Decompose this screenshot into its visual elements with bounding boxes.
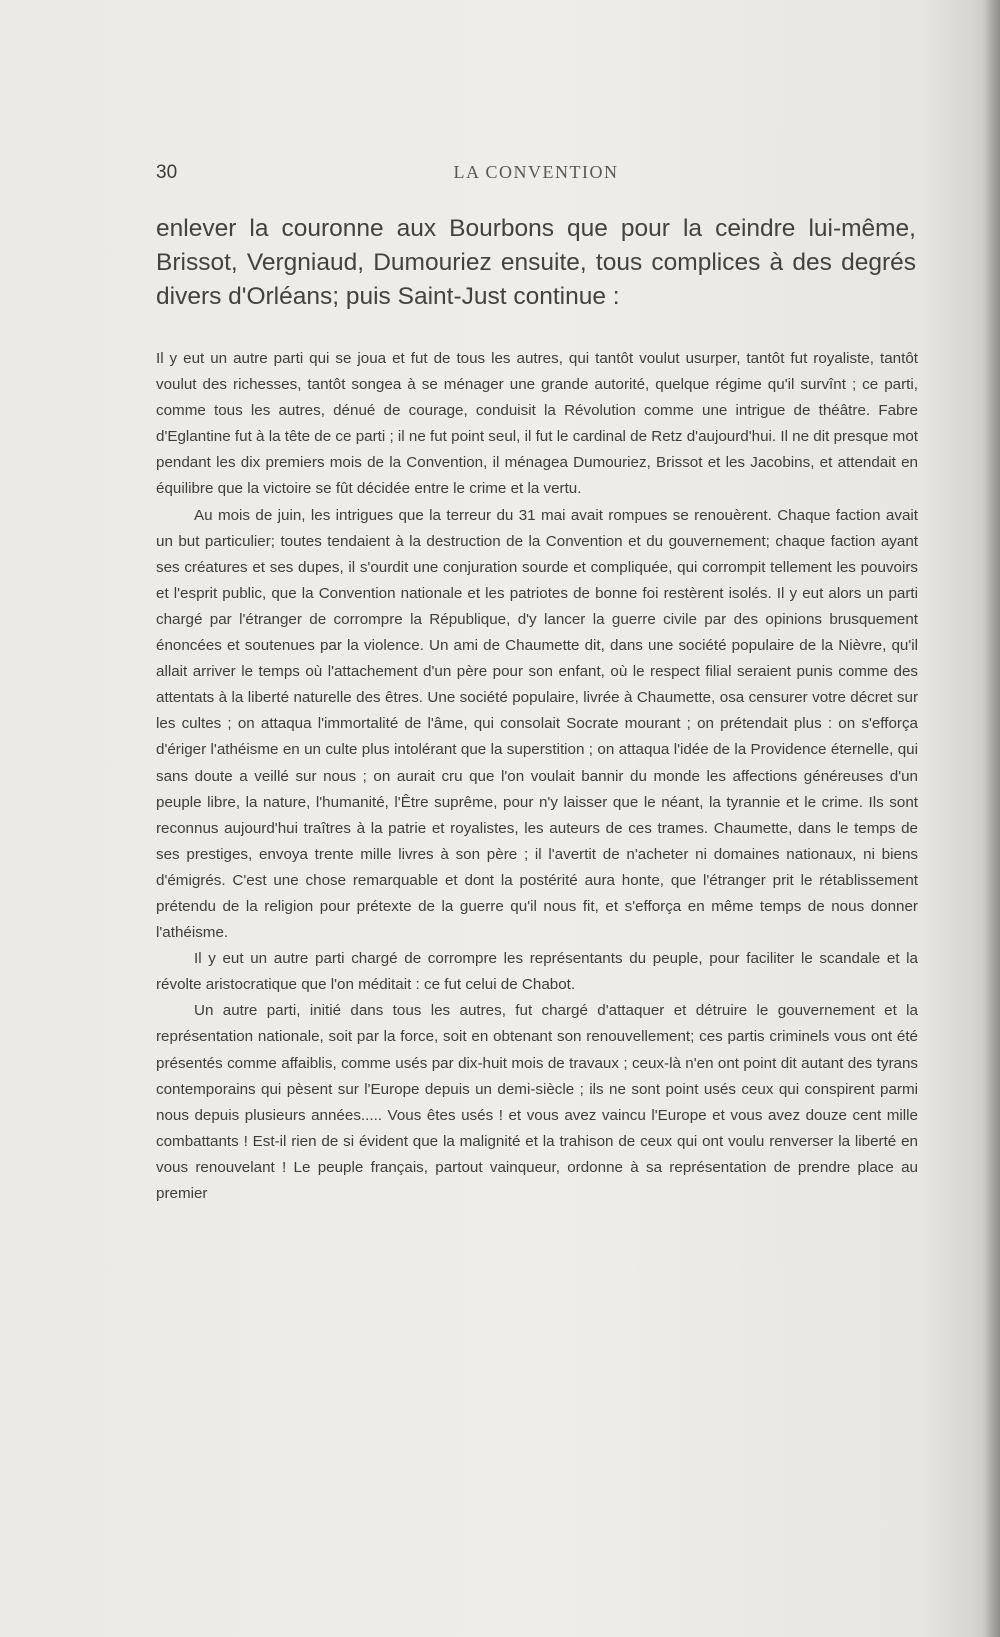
quote-paragraph: Il y eut un autre parti qui se joua et fut de tous les autres, qui tantôt voulut usurper, tantôt fut royaliste, tantôt voulut des richesses, tantôt songea à se ménager une grande autorité, quelque régime qu'il survînt ; ce parti, comme tous les autres, dénué de courage, conduisit la Révolution comme une intrigue de théâtre. Fabre d'Eglantine fut à la tête de ce parti ; il ne fut point seul, il fut le cardinal de Retz d'aujourd'hui. Il ne dit presque mot pendant les dix premiers mois de la Convention, il ménagea Dumouriez, Brissot et les Jacobins, et attendait en équilibre que la victoire se fût décidée entre le crime et la vertu. bbox=[156, 350, 918, 498]
page-gutter-shadow bbox=[982, 0, 1000, 1637]
page-number: 30 bbox=[156, 162, 178, 183]
page-header bbox=[156, 162, 916, 192]
quoted-speech bbox=[156, 346, 918, 1207]
quote-paragraph: Au mois de juin, les intrigues que la terreur du 31 mai avait rompues se renouèrent. Chaque faction avait un but particulier; toutes tendaient à la destruction de la Convention et du gouvernement; chaque faction ayant ses créatures et ses dupes, il s'ourdit une conjuration sourde et compliquée, qui corrompit tellement les pouvoirs et l'esprit public, que la Convention nationale et les patriotes de bonne foi restèrent isolés. Il y eut alors un parti chargé par l'étranger de corrompre la République, d'y lancer la guerre civile par des opinions brusquement énoncées et soutenues par la violence. Un ami de Chaumette dit, dans une société populaire de la Nièvre, qu'il allait arriver le temps où l'attachement d'un père pour son enfant, où le respect filial seraient punis comme des attentats à la liberté naturelle des êtres. Une société populaire, livrée à Chaumette, osa censurer votre décret sur les cultes ; on attaqua l'immortalité de l'âme, qui consolait Socrate mourant ; on prétendait plus : on s'efforça d'ériger l'athéisme en un culte plus intolérant que la superstition ; on attaqua l'idée de la Providence éternelle, qui sans doute a veillé sur nous ; on aurait cru que l'on voulait bannir du monde les affections généreuses d'un peuple libre, la nature, l'humanité, l'Être suprême, pour n'y laisser que le néant, la tyrannie et le crime. Ils sont reconnus aujourd'hui traîtres à la patrie et royalistes, les auteurs de ces trames. Chaumette, dans le temps de ses prestiges, envoya trente mille livres à son père ; il l'avertit de n'acheter ni domaines nationaux, ni biens d'émigrés. C'est une chose remarquable et dont la postérité aura honte, que l'étranger prit le rétablissement prétendu de la religion pour prétexte de la guerre qu'il nous fit, et s'efforça en même temps de nous donner l'athéisme. bbox=[156, 506, 918, 942]
quote-paragraph: Un autre parti, initié dans tous les autres, fut chargé d'attaquer et détruire le gouvernement et la représentation nationale, soit par la force, soit en obtenant son renouvellement; ces partis criminels vous ont été présentés comme affaiblis, comme usés par dix-huit mois de travaux ; ceux-là n'en ont point dit autant des tyrans contemporains qui pèsent sur l'Europe depuis un demi-siècle ; ils ne sont point usés ceux qui conspirent parmi nous depuis plusieurs années..... Vous êtes usés ! et vous avez vaincu l'Europe et vous avez douze cent mille combattants ! Est-il rien de si évident que la malignité et la trahison de ceux qui ont voulu renverser la liberté en vous renouvelant ! Le peuple français, partout vainqueur, ordonne à sa représentation de prendre place au premier bbox=[156, 1002, 918, 1202]
lead-paragraph: enlever la couronne aux Bourbons que pour la ceindre lui-même, Brissot, Vergniaud, Dumouriez ensuite, tous complices à des degrés divers d'Orléans; puis Saint-Just continue : bbox=[156, 215, 916, 310]
running-title: LA CONVENTION bbox=[453, 162, 619, 182]
quote-paragraph: Il y eut un autre parti chargé de corrompre les représentants du peuple, pour faciliter le scandale et la révolte aristocratique que l'on méditait : ce fut celui de Chabot. bbox=[156, 950, 918, 994]
